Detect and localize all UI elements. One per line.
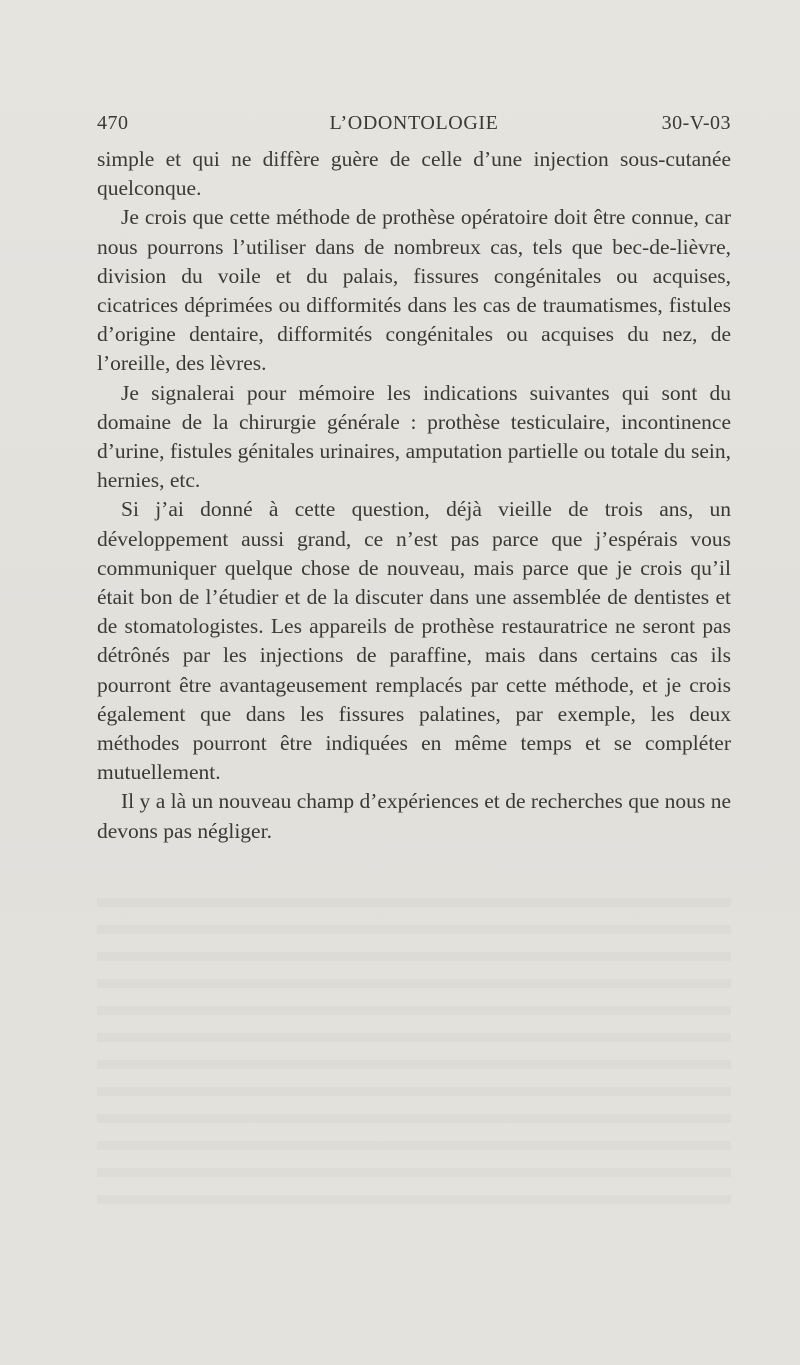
page-number: 470 [97,112,129,134]
body-text [97,145,731,846]
paragraph-continued: simple et qui ne diffère guère de celle d’une injection sous-cutanée quelconque. [97,147,731,201]
paragraph: Je crois que cette méthode de prothèse opératoire doit être connue, car nous pourrons l’utiliser dans de nombreux cas, tels que bec-de-lièvre, division du voile et du palais, fissures congénitales ou acquises, cicatrices déprimées ou difformités dans les cas de traumatismes, fistules d’origine dentaire, difformités congénitales ou acquises du nez, de l’oreille, des lèvres. [97,205,731,376]
journal-title: L’ODONTOLOGIE [329,112,499,134]
show-through-texture [97,880,731,1210]
paragraph: Il y a là un nouveau champ d’expériences et de recherches que nous ne devons pas négliger. [97,789,731,843]
running-head [97,112,731,140]
issue-date: 30-V-03 [661,112,731,134]
paragraph: Si j’ai donné à cette question, déjà vieille de trois ans, un développement aussi grand, ce n’est pas parce que j’espérais vous communiquer quelque chose de nouveau, mais parce que je crois qu’il était bon de l’étudier et de la discuter dans une assemblée de dentistes et de stomatologistes. Les appareils de prothèse restauratrice ne seront pas détrônés par les injections de paraffine, mais dans certains cas ils pourront être avantageusement remplacés par cette méthode, et je crois également que dans les fissures palatines, par exemple, les deux méthodes pourront être indiquées en même temps et se compléter mutuellement. [97,497,731,785]
paragraph: Je signalerai pour mémoire les indications suivantes qui sont du domaine de la chirurgie générale : prothèse testiculaire, incontinence d’urine, fistules génitales urinaires, amputation partielle ou totale du sein, hernies, etc. [97,380,731,493]
